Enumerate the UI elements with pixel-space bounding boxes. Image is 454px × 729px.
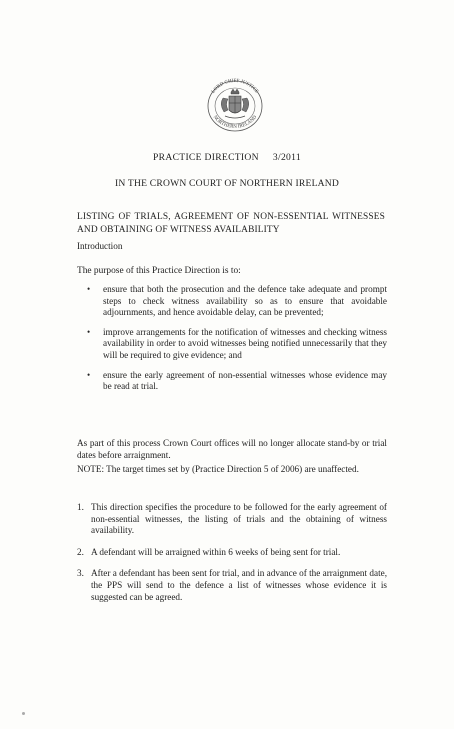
practice-direction-label: PRACTICE DIRECTION	[153, 152, 259, 163]
note-paragraph: NOTE: The target times set by (Practice Direction 5 of 2006) are unaffected.	[77, 464, 359, 474]
bullet-icon: •	[87, 284, 91, 294]
scan-mark	[22, 712, 25, 715]
seal-graphic	[199, 72, 271, 136]
purpose-bullet-list	[87, 284, 387, 401]
seal-top-text: LORD CHIEF JUSTICE	[211, 78, 259, 95]
coat-of-arms-icon	[199, 72, 271, 136]
bullet-item	[87, 284, 387, 319]
bullet-icon: •	[87, 369, 91, 380]
item-number: 3.	[77, 568, 84, 579]
practice-direction-heading	[0, 152, 454, 163]
standby-paragraph: As part of this process Crown Court offices will no longer allocate stand-by or trial dates before arraignment.	[77, 438, 387, 460]
bullet-item	[87, 326, 387, 362]
item-text: A defendant will be arraigned within 6 weeks of being sent for trial.	[91, 546, 341, 557]
bullet-text: ensure that both the prosecution and the defence take adequate and prompt steps to check witness availability so as to ensure that avoidable adjournments, and hence avoidable delay, can be prevented;	[103, 284, 387, 318]
numbered-item	[77, 502, 387, 537]
section-heading-introduction: Introduction	[77, 241, 123, 251]
bullet-text: improve arrangements for the notification of witnesses and checking witness availability in order to avoid witnesses being notified unnecessarily that they will be required to give evidence; and	[103, 326, 387, 360]
bullet-text: ensure the early agreement of non-essential witnesses whose evidence may be read at trial.	[103, 369, 387, 392]
numbered-item	[77, 568, 387, 603]
bullet-item	[87, 369, 387, 393]
item-text: After a defendant has been sent for trial, and in advance of the arraignment date, the PPS will send to the defence a list of witnesses whose evidence it is suggested can be agreed.	[91, 568, 387, 602]
numbered-paragraph-list	[77, 502, 387, 613]
court-heading: IN THE CROWN COURT OF NORTHERN IRELAND	[114, 178, 340, 189]
practice-direction-number: 3/2011	[272, 152, 301, 163]
seal-bottom-text: NORTHERN IRELAND	[211, 115, 259, 130]
intro-sentence: The purpose of this Practice Direction is to:	[77, 266, 241, 276]
bullet-icon: •	[87, 326, 91, 337]
item-number: 1.	[77, 502, 84, 512]
item-number: 2.	[77, 546, 84, 557]
numbered-item	[77, 547, 387, 559]
item-text: This direction specifies the procedure to be followed for the early agreement of non-essential witnesses, the listing of trials and the obtaining of witness availability.	[91, 502, 387, 536]
document-title: LISTING OF TRIALS, AGREEMENT OF NON-ESSENTIAL WITNESSES AND OBTAINING OF WITNESS AVAILABILITY	[77, 212, 385, 235]
